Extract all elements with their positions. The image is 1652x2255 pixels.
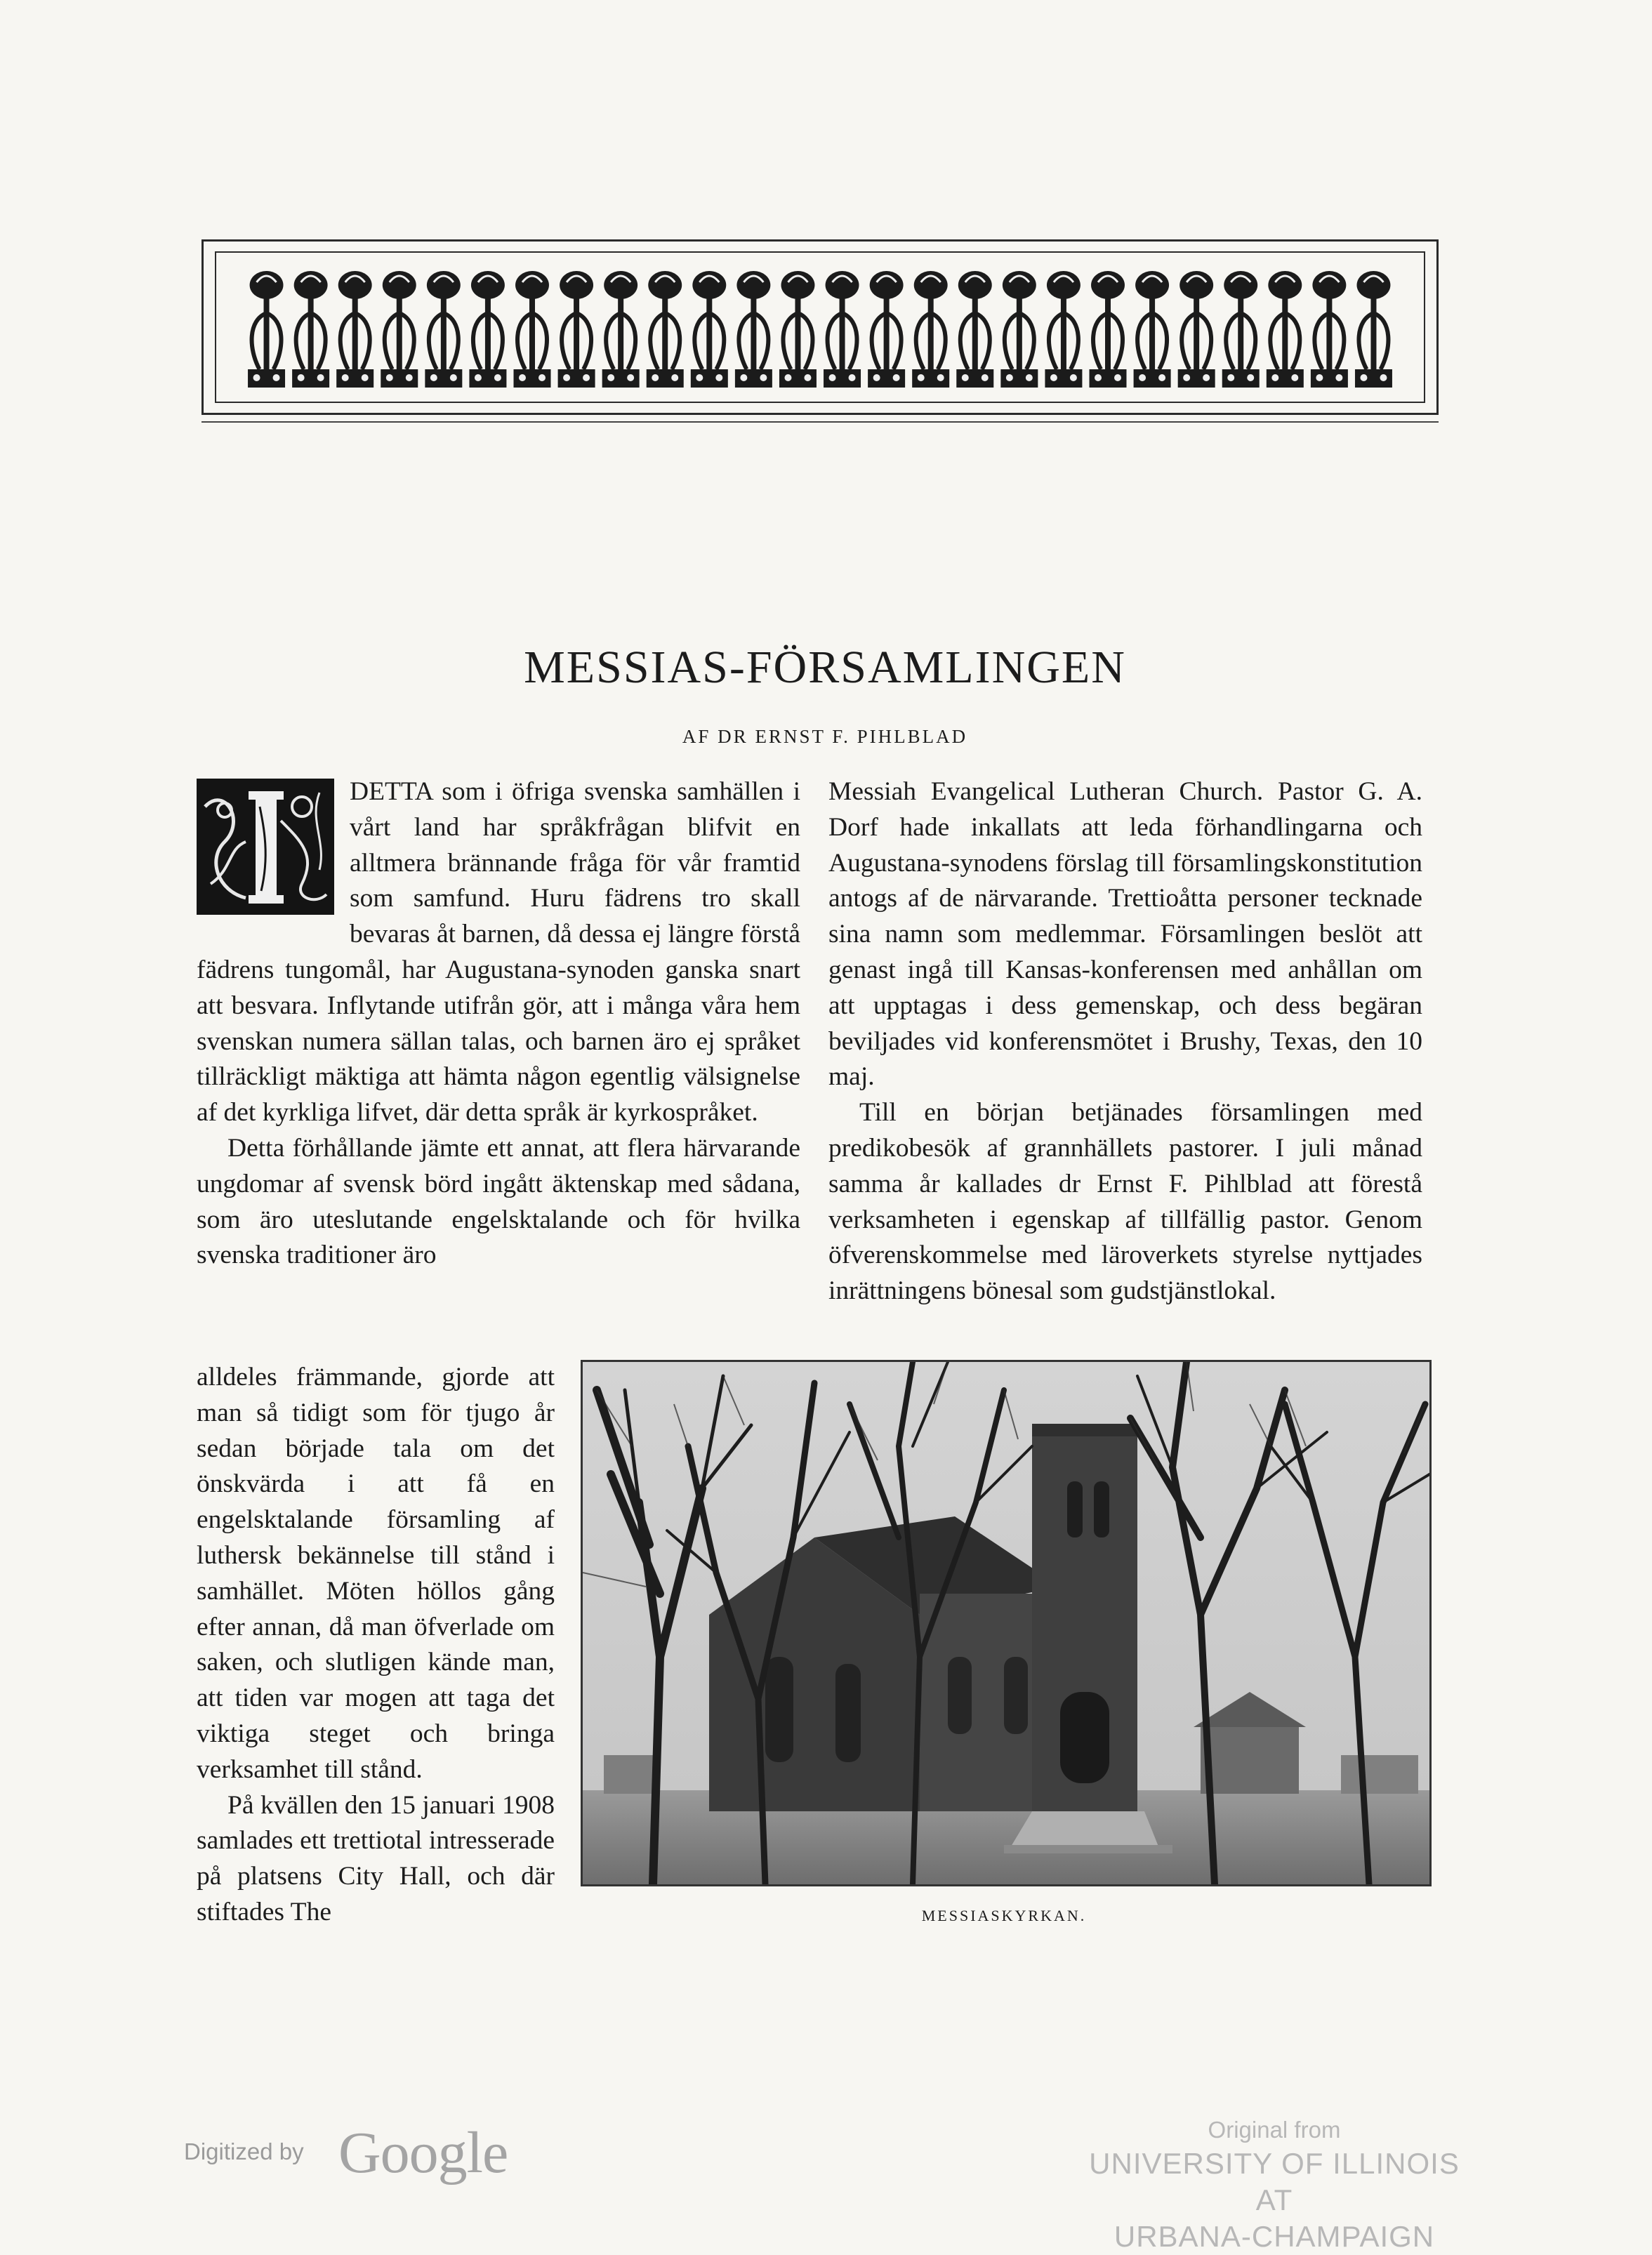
ornament-flower-motif bbox=[558, 271, 595, 388]
ornament-flower-motif bbox=[824, 271, 861, 388]
paragraph-3-continued: Messiah Evangelical Lutheran Church. Pastor G. A. Dorf hade inkallats att leda förhandlingarna och Augustana-synodens förslag till församlingskonstitution antogs af de närvarande. Trettioåtta personer tecknade sina namn som medlemmar. Församlingen beslöt att genast ingå till Kansas-konferensen med anhållan om att upptagas i dess gemenskap, och dess begäran beviljades vid konferensmötet i Brushy, Texas, den 10 maj. bbox=[828, 777, 1422, 1092]
google-logo: Google bbox=[338, 2120, 508, 2185]
ornament-rule bbox=[201, 421, 1439, 423]
ornament-flower-motif bbox=[1134, 271, 1171, 388]
paragraph-3-start: På kvällen den 15 januari 1908 samlades ett trettiotal intresserade på platsens City Hall, och där stiftades The bbox=[197, 1790, 555, 1926]
ornament-flower-motif bbox=[1311, 271, 1348, 388]
paragraph-1: DETTA som i öfriga svenska samhällen i vårt land har språkfrågan blifvit en alltmera brännande fråga för vår framtid som samfund. Huru fädrens tro skall bevaras åt barnen, då dessa ej längre förstå fädrens tungomål, har Augustana-synoden ganska snart att besvara. Inflytande utifrån gör, att i många våra hem svenskan numera sällan talas, och barnen äro ej språket tillräckligt mäktiga att hämta någon egentlig välsignelse af det kyrkliga lifvet, där detta språk är kyrkospråket. bbox=[197, 777, 800, 1128]
article-title: MESSIAS-FÖRSAMLINGEN bbox=[524, 642, 1126, 693]
ornament-flower-motif bbox=[292, 271, 329, 388]
ornament-flower-motif bbox=[691, 271, 728, 388]
header-ornament-band bbox=[215, 251, 1425, 403]
dropcap-initial bbox=[197, 779, 334, 915]
ornament-flower-motif bbox=[1355, 271, 1392, 388]
article-byline: AF DR ERNST F. PIHLBLAD bbox=[682, 726, 968, 747]
paragraph-2-top: Detta förhållande jämte ett annat, att flera härvarande ungdomar af svensk börd ingått äktenskap med sådana, som äro uteslutande engelsktalande och för hvilka svenska traditioner äro bbox=[197, 1133, 800, 1270]
right-column bbox=[828, 774, 1422, 1309]
left-column-narrow bbox=[197, 1360, 555, 1931]
ornament-flower-motif bbox=[647, 271, 684, 388]
paragraph-2-continued: alldeles främmande, gjorde att man så tidigt som för tjugo år sedan började tala om det önskvärda i att få en engelsktalande församling af luthersk bekännelse till stånd i samhället. Möten höllos gång efter annan, då man öfverlade om saken, och slutligen kände man, att tiden var mogen att taga det viktiga steget och bringa verksamhet till stånd. bbox=[197, 1363, 555, 1784]
institution-line-2: URBANA-CHAMPAIGN bbox=[1114, 2220, 1435, 2253]
ornament-flower-motif bbox=[1267, 271, 1304, 388]
ornament-flower-motif bbox=[868, 271, 905, 388]
ornament-flower-motif bbox=[248, 271, 285, 388]
church-photograph bbox=[581, 1360, 1432, 1886]
ornament-flower-motif bbox=[514, 271, 551, 388]
dropcap-ornament-icon bbox=[197, 779, 334, 915]
ornament-flower-motif bbox=[912, 271, 949, 388]
ornament-flower-motif bbox=[1222, 271, 1260, 388]
ornament-flower-motif bbox=[602, 271, 640, 388]
institution-line-1: UNIVERSITY OF ILLINOIS AT bbox=[1089, 2147, 1460, 2216]
photo-caption: MESSIASKYRKAN. bbox=[921, 1907, 1087, 1924]
digitized-by-label: Digitized by bbox=[184, 2138, 304, 2164]
ornament-flower-motif bbox=[956, 271, 993, 388]
original-from-label: Original from bbox=[1208, 2117, 1341, 2143]
left-column-top bbox=[197, 774, 800, 1274]
ornament-flower-motif bbox=[336, 271, 374, 388]
ornament-flower-motif bbox=[1090, 271, 1127, 388]
ornament-flower-motif bbox=[1000, 271, 1038, 388]
ornament-flower-motif bbox=[381, 271, 418, 388]
header-ornament-frame bbox=[201, 239, 1439, 415]
ornament-flower-motif bbox=[1178, 271, 1215, 388]
ornament-flower-motif bbox=[1045, 271, 1082, 388]
ornament-flower-motif bbox=[779, 271, 817, 388]
ornament-flower-motif bbox=[735, 271, 772, 388]
ornament-flower-motif bbox=[469, 271, 506, 388]
ornament-flower-motif bbox=[425, 271, 462, 388]
church-photo-image bbox=[583, 1362, 1429, 1884]
paragraph-4: Till en början betjänades församlingen med predikobesök af grannhällets pastorer. I juli månad samma år kallades dr Ernst F. Pihlblad att förestå verksamheten i egenskap af tillfällig pastor. Genom öfverenskommelse med läroverkets styrelse nyttjades inrättningens bönesal som gudstjänstlokal. bbox=[828, 1098, 1422, 1306]
floral-border-ornament bbox=[244, 264, 1396, 390]
library-attribution bbox=[1078, 2115, 1471, 2255]
